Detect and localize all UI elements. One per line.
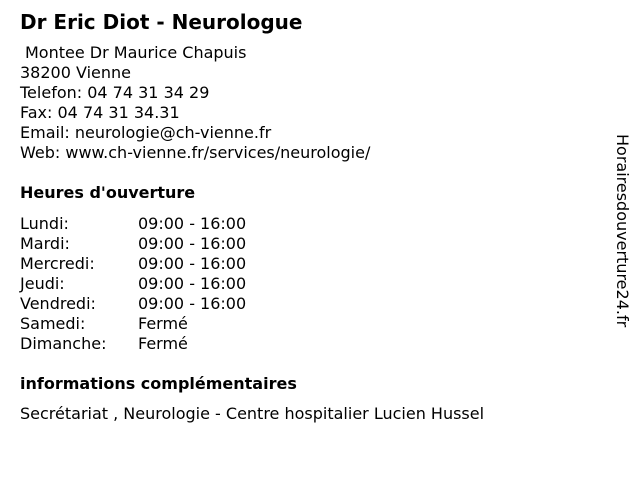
email-line [20, 123, 370, 143]
day-label: Jeudi: [20, 274, 65, 293]
hours-row-tuesday [20, 234, 246, 254]
email-label: Email : [20, 123, 75, 142]
day-label: Lundi: [20, 214, 69, 233]
phone-number: 04 74 31 34 29 [87, 83, 210, 102]
day-hours: Fermé [138, 334, 188, 353]
day-hours: Fermé [138, 314, 188, 333]
address-city: 38200 Vienne [20, 63, 131, 82]
day-label: Dimanche: [20, 334, 107, 353]
info-heading: informations complémentaires [20, 374, 297, 393]
day-label: Mercredi: [20, 254, 95, 273]
hours-row-saturday [20, 314, 246, 334]
hours-row-monday [20, 214, 246, 234]
day-label: Mardi: [20, 234, 70, 253]
hours-table [20, 214, 246, 354]
web-address: www.ch-vienne.fr/services/neurologie/ [65, 143, 371, 162]
hours-row-friday [20, 294, 246, 314]
day-hours: 09:00 - 16:00 [138, 214, 247, 233]
day-label: Vendredi: [20, 294, 96, 313]
day-hours: 09:00 - 16:00 [138, 254, 247, 273]
phone-line [20, 83, 370, 103]
fax-number: 04 74 31 34.31 [57, 103, 180, 122]
address-street: Montee Dr Maurice Chapuis [25, 43, 247, 62]
day-hours: 09:00 - 16:00 [138, 274, 247, 293]
day-label: Samedi: [20, 314, 86, 333]
hours-heading: Heures d'ouverture [20, 183, 196, 202]
web-line [20, 143, 370, 163]
phone-label: Telefon : [20, 83, 87, 102]
page-title: Dr Eric Diot - Neurologue [20, 10, 303, 34]
hours-row-thursday [20, 274, 246, 294]
email-address: neurologie@ch-vienne.fr [74, 123, 272, 142]
fax-label: Fax : [20, 103, 58, 122]
hours-row-wednesday [20, 254, 246, 274]
info-text: Secrétariat , Neurologie - Centre hospitalier Lucien Hussel [20, 404, 485, 423]
web-label: Web : [20, 143, 65, 162]
fax-line [20, 103, 370, 123]
day-hours: 09:00 - 16:00 [138, 234, 247, 253]
contact-block [20, 43, 370, 163]
practice-card [20, 0, 600, 480]
hours-row-sunday [20, 334, 246, 354]
site-watermark: Horairesdouverture24.fr [613, 134, 632, 328]
day-hours: 09:00 - 16:00 [138, 294, 247, 313]
